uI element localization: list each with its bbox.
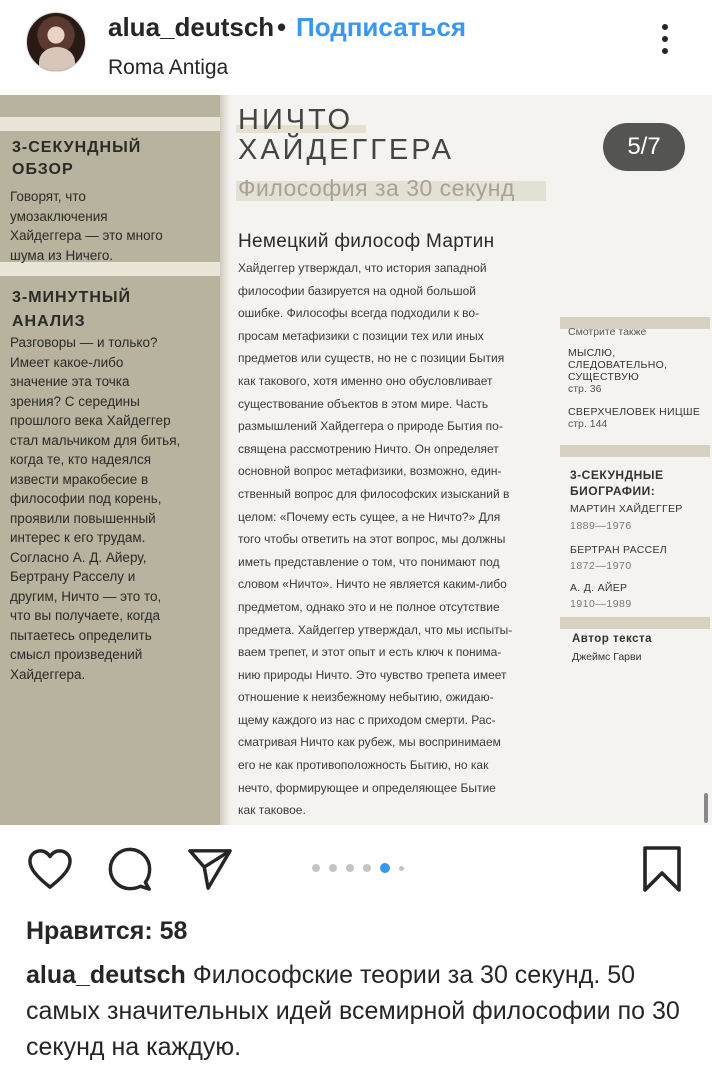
post-image[interactable] (0, 95, 712, 825)
post-caption (26, 957, 696, 1065)
sidebar-text-line: извести мракобесие в (10, 471, 149, 487)
bio2-name: БЕРТРАН РАССЕЛ (570, 544, 667, 556)
bio-title-line2: БИОГРАФИИ: (570, 484, 656, 498)
body-text-line: его не как противоположность Бытию, но как (238, 758, 489, 773)
body-text-line: священа рассмотрению Ничто. Он определяет (238, 441, 499, 456)
body-text-line: просам метафизики с позиции тех или иных (238, 328, 484, 343)
lead-text: Немецкий философ Мартин (238, 231, 495, 252)
body-text-line: нечто, формирующее и определяющее Бытие (238, 780, 496, 795)
sidebar-text-line: Имеет какое-либо (10, 354, 124, 370)
sidebar-text-line: когда те, кто надеялся (10, 452, 152, 467)
post-header (0, 0, 712, 95)
page-title (238, 105, 454, 165)
body-text-line: размышлений Хайдеггера о природе Бытия по- (238, 419, 503, 434)
carousel-dot-active (380, 863, 390, 873)
carousel-dot (329, 864, 337, 872)
author-name: Джеймс Гарви (572, 651, 642, 663)
sidebar-text-line: Говорят, что (10, 189, 86, 204)
overview-title-line2: ОБЗОР (12, 161, 74, 178)
caption-username[interactable]: alua_deutsch (26, 961, 186, 989)
sidebar-text-line: что вы получаете, когда (10, 608, 161, 623)
ref2-title: СВЕРХЧЕЛОВЕК НИЦШЕ (568, 406, 701, 418)
body-text-line: целом: «Почему есть сущее, а не Ничто?» Для (238, 509, 501, 524)
body-text-line: основной вопрос метафизики, возможно, един- (238, 464, 502, 479)
ref1-line1: МЫСЛЮ, (568, 347, 616, 359)
page-subtitle: Философия за 30 секунд (238, 175, 515, 201)
avatar[interactable] (26, 12, 86, 72)
bookmark-icon[interactable] (638, 845, 686, 893)
likes-count[interactable]: Нравится: 58 (26, 917, 188, 945)
ref1-line2: СЛЕДОВАТЕЛЬНО, (568, 359, 668, 371)
carousel-dot (399, 866, 404, 871)
body-text-line: предметов или существ, но не с позиции Бытия (238, 351, 505, 366)
sidebar-text-line: философии под корень, (10, 491, 162, 506)
sidebar-text-line: зрения? С середины (10, 393, 140, 409)
ref2-page: стр. 144 (568, 418, 608, 430)
sidebar-text-line: прошлого века Хайдеггер (10, 413, 171, 428)
body-text-line: как такового, хотя именно оно обусловливает (238, 373, 493, 388)
body-text-line: существование объектов в этом мире. Часть (238, 396, 489, 411)
send-icon[interactable] (186, 845, 234, 893)
see-also-label: Смотрите также (568, 326, 647, 338)
body-text-line: ошибке. Философы всегда подходили к во- (238, 306, 480, 321)
page-counter-badge: 5/7 (603, 123, 685, 171)
header-separator: • (277, 12, 287, 42)
bio-bar (560, 445, 710, 457)
body-text-line: нию природы Ничто. Это чувство трепета имеет (238, 667, 507, 682)
bio3-years: 1910—1989 (570, 598, 632, 610)
body-text-line: иметь представление о том, что понимают под (238, 554, 500, 569)
analysis-title-line2: АНАЛИЗ (12, 313, 86, 330)
bio1-name: МАРТИН ХАЙДЕГГЕР (570, 503, 683, 515)
ref1-line3: СУЩЕСТВУЮ (568, 371, 640, 383)
body-text-line: сматривая Ничто как рубеж, мы воспринимаем (238, 735, 501, 750)
username-link[interactable]: alua_deutsch (108, 12, 275, 42)
sidebar-text-line: Бертрану Расселу и (10, 569, 136, 584)
ref1-page: стр. 36 (568, 383, 602, 395)
author-label: Автор текста (572, 633, 653, 645)
sidebar-text-line: пытаетесь определить (10, 627, 152, 643)
sidebar-text-line: другим, Ничто — это то, (10, 588, 162, 604)
left-sidebar-column (0, 95, 220, 825)
body-text-line: как таковое. (238, 803, 306, 818)
carousel-dot (346, 864, 354, 872)
page-gutter (220, 95, 230, 825)
body-text-line: Хайдеггер утверждал, что история западной (238, 261, 487, 275)
sidebar-text-line: шума из Ничего. (10, 247, 114, 263)
carousel-indicator (312, 863, 404, 873)
sidebar-text-line: Разговоры — и только? (10, 335, 158, 350)
sidebar-text-line: умозаключения (10, 208, 108, 224)
sidebar-text-line: Хайдеггера — это много (10, 228, 163, 243)
caption-text: Философские теории за 30 секунд. 50 самых значительных идей всемирной философии по 30 секунд на каждую. (26, 961, 680, 1061)
follow-button[interactable]: Подписаться (296, 12, 467, 42)
analysis-title-line1: 3-МИНУТНЫЙ (12, 289, 132, 306)
page-title-line1: НИЧТО (238, 104, 354, 136)
page-title-line2: ХАЙДЕГГЕРА (238, 134, 455, 166)
sidebar-text-line: Согласно А. Д. Айеру, (10, 549, 147, 565)
bio3-name: А. Д. АЙЕР (570, 582, 628, 594)
body-text-line: ственный вопрос для философских изысканий в (238, 486, 510, 501)
body-text-line: предмета. Хайдеггер утверждал, что мы испыты- (238, 622, 513, 637)
more-vertical-icon[interactable] (650, 18, 680, 60)
sidebar-text-line: смысл произведений (10, 647, 143, 662)
body-text-line: предметом, однако это и не полное отсутствие (238, 599, 500, 614)
body-text-line: словом «Ничто». Ничто не является каким-либо (238, 577, 507, 592)
post-actions (0, 825, 712, 910)
carousel-dot (363, 864, 371, 872)
carousel-dot (312, 864, 320, 872)
body-text-line: философии базируется на одной большой (238, 283, 476, 298)
body-text-line: отношение к неизбежному небытию, ожидаю- (238, 690, 494, 705)
body-text (238, 257, 550, 822)
sidebar-text-line: интерес к его трудам. (10, 530, 146, 545)
body-text-line: ваем трепет, и этот опыт и есть ключ к понима- (238, 645, 502, 660)
body-text-line: щему каждого из нас с приходом смерти. Рас- (238, 712, 496, 727)
sidebar-text-line: значение эта точка (10, 374, 130, 389)
bio-title-line1: 3-СЕКУНДНЫЕ (570, 468, 664, 482)
body-text-line: того чтобы ответить на этот вопрос, мы должны (238, 532, 506, 547)
sidebar-text-line: стал мальчиком для битья, (10, 432, 181, 448)
image-edge-mark (704, 793, 708, 823)
bio2-years: 1872—1970 (570, 560, 632, 572)
bio1-years: 1889—1976 (570, 520, 632, 532)
comment-icon[interactable] (106, 845, 154, 893)
author-bar (560, 617, 710, 629)
sidebar-text-line: Хайдеггера. (10, 666, 86, 682)
heart-icon[interactable] (26, 845, 74, 893)
sidebar-text-line: проявили повышенный (10, 510, 156, 526)
location-link[interactable]: Roma Antiga (108, 56, 229, 79)
overview-title-line1: 3-СЕКУНДНЫЙ (12, 139, 142, 156)
